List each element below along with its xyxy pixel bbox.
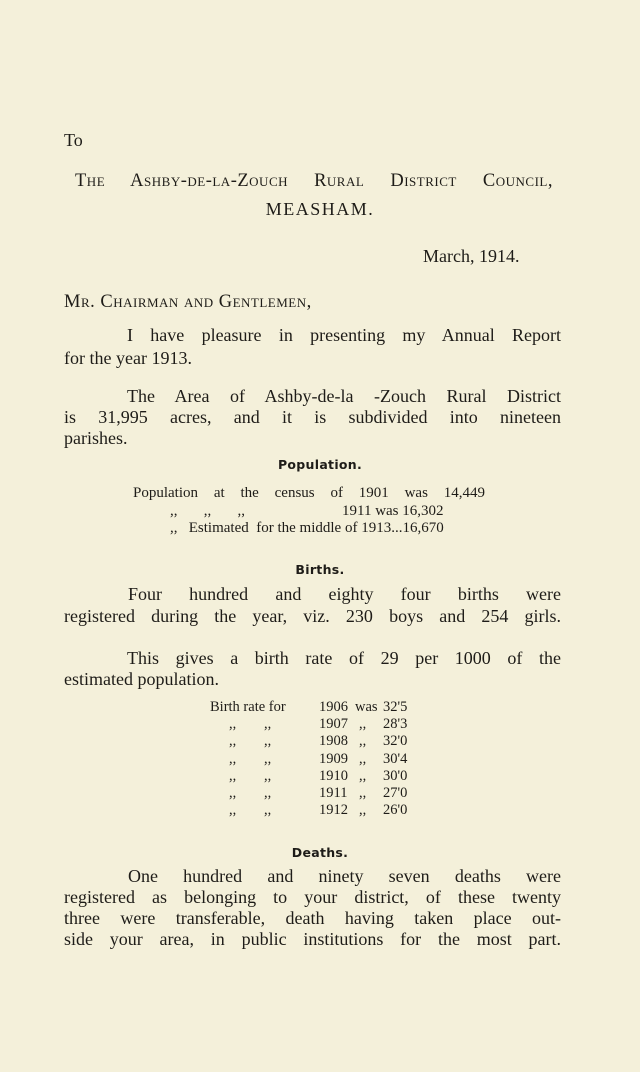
birth-rate-line-1: This gives a birth rate of 29 per 1000 of the (127, 648, 561, 668)
table-row (210, 802, 410, 819)
table-rate: 28'3 (383, 716, 408, 733)
area-line-1: The Area of Ashby-de-la -Zouch Rural District (127, 386, 561, 406)
table-ditto-b: ,, (264, 750, 272, 767)
table-ditto-b: ,, (264, 716, 272, 733)
table-sep: ,, (359, 716, 367, 733)
population-heading: Population. (277, 457, 363, 472)
birth-rate-line-2: estimated population. (64, 669, 219, 689)
intro-line-2: for the year 1913. (64, 348, 192, 368)
place-name: MEASHAM. (265, 199, 375, 219)
report-date: March, 1914. (423, 246, 520, 266)
population-line-1: Population at the census of 1901 was 14,449 (133, 485, 485, 501)
population-line-2-figures: 1911 was 16,302 (342, 503, 444, 519)
table-row (210, 733, 410, 750)
table-sep: ,, (359, 802, 367, 819)
table-sep: ,, (359, 750, 367, 767)
table-rate: 30'0 (383, 767, 408, 784)
table-ditto-a: ,, (229, 767, 237, 784)
deaths-line-3: three were transferable, death having taken place out- (64, 908, 561, 928)
table-year: 1907 (319, 716, 348, 733)
salutation: Mr. Chairman and Gentlemen, (64, 292, 312, 312)
births-line-1: Four hundred and eighty four births were (128, 584, 561, 604)
table-sep: ,, (359, 784, 367, 801)
table-year: 1910 (319, 767, 348, 784)
table-sep: ,, (359, 733, 367, 750)
births-line-2: registered during the year, viz. 230 boys and 254 girls. (64, 606, 561, 626)
table-sep: ,, (359, 767, 367, 784)
area-line-2: is 31,995 acres, and it is subdivided into nineteen (64, 407, 561, 427)
table-year: 1909 (319, 750, 348, 767)
table-year: 1912 (319, 802, 348, 819)
population-line-3: ,, Estimated for the middle of 1913...16,670 (170, 520, 444, 536)
table-ditto-b: ,, (264, 802, 272, 819)
table-row (210, 716, 410, 733)
table-rate: 32'5 (383, 699, 408, 715)
table-ditto-a: ,, (229, 784, 237, 801)
table-rate: 27'0 (383, 784, 408, 801)
deaths-heading: Deaths. (291, 845, 349, 860)
deaths-line-2: registered as belonging to your district, of these twenty (64, 887, 561, 907)
table-ditto-b: ,, (264, 767, 272, 784)
birth-rate-table (210, 699, 410, 819)
table-ditto-a: ,, (229, 802, 237, 819)
births-heading: Births. (295, 562, 345, 577)
table-sep: was (355, 699, 378, 715)
council-name: The Ashby-de-la-Zouch Rural District Council, (75, 171, 553, 191)
area-line-3: parishes. (64, 428, 128, 448)
table-rate: 30'4 (383, 750, 408, 767)
table-row (210, 751, 410, 768)
table-ditto-b: ,, (264, 733, 272, 750)
table-row (210, 699, 410, 716)
population-line-2-ditto: ,, ,, ,, (170, 503, 245, 519)
table-ditto-a: ,, (229, 716, 237, 733)
table-year: 1906 (319, 699, 348, 715)
deaths-line-1: One hundred and ninety seven deaths were (128, 866, 561, 886)
table-rate: 32'0 (383, 733, 408, 750)
table-year: 1911 (319, 784, 348, 801)
table-ditto-a: ,, (229, 750, 237, 767)
deaths-line-4: side your area, in public institutions for the most part. (64, 929, 561, 949)
table-rate: 26'0 (383, 802, 408, 819)
table-header-label: Birth rate for (210, 699, 286, 715)
table-ditto-a: ,, (229, 733, 237, 750)
table-row (210, 785, 410, 802)
table-year: 1908 (319, 733, 348, 750)
intro-line-1: I have pleasure in presenting my Annual Report (127, 325, 561, 345)
addressee-to: To (64, 130, 83, 150)
table-ditto-b: ,, (264, 784, 272, 801)
table-row (210, 768, 410, 785)
